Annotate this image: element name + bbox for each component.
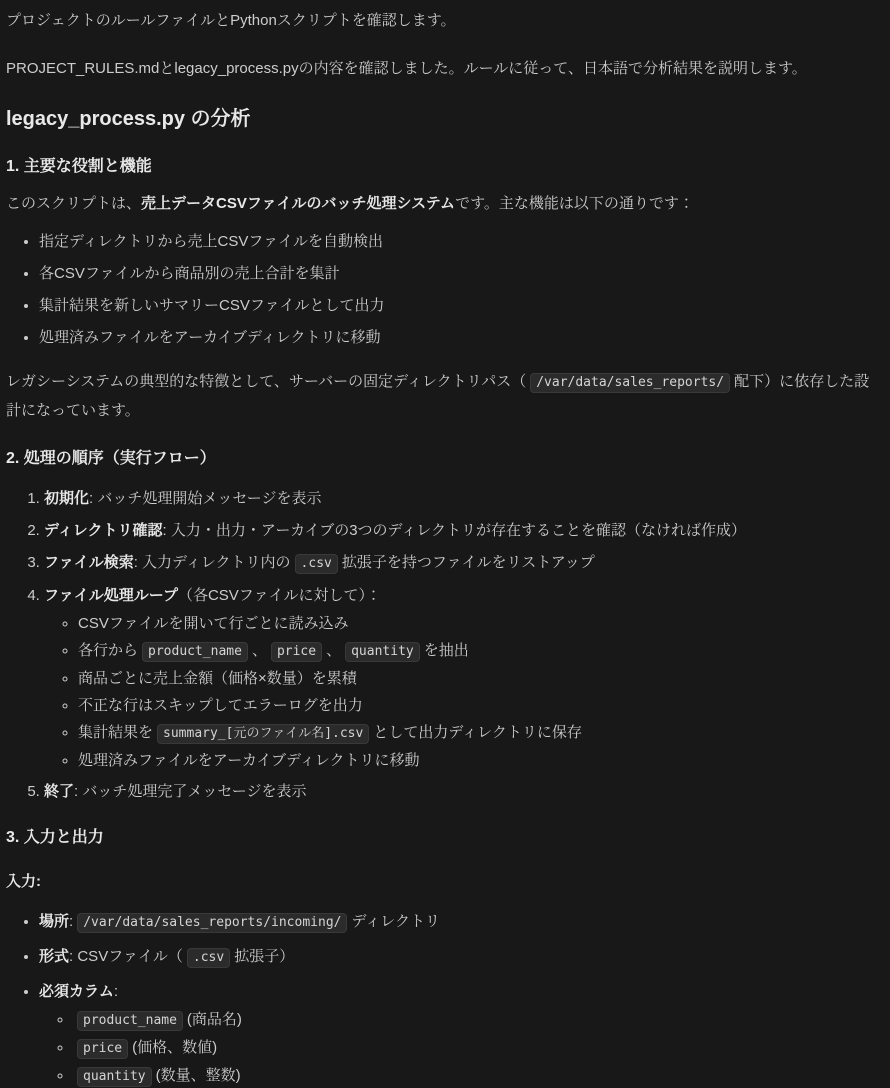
item-text: : [113, 983, 119, 1000]
sub-item [73, 1065, 874, 1088]
inline-code: price [271, 642, 322, 662]
inline-code: price [77, 1039, 128, 1059]
intro-paragraph-2: PROJECT_RULES.mdとlegacy_process.pyの内容を確認しました。ルールに従って、日本語で分析結果を説明します。 [6, 60, 807, 77]
list-item: • 処理済みファイルをアーカイブディレクトリに移動 [39, 326, 874, 350]
sub-item: ◦ CSVファイルを開いて行ごとに読み込み [78, 613, 874, 635]
list-item [39, 980, 874, 1088]
required-columns-sublist [39, 1009, 874, 1088]
step-item [44, 780, 874, 804]
bold-text: 必須カラム [39, 983, 114, 1000]
list-item [39, 910, 874, 935]
sub-text: 、 [326, 642, 342, 659]
list-item [39, 945, 874, 970]
item-text: ディレクトリ [351, 913, 440, 930]
feature-list [6, 230, 874, 350]
input-label [6, 870, 874, 894]
inline-code: quantity [345, 642, 420, 662]
sub-item [78, 640, 874, 663]
list-item: • 集計結果を新しいサマリーCSVファイルとして出力 [39, 294, 874, 318]
sub-item: ◦ 商品ごとに売上金額（価格×数量）を累積 [78, 668, 874, 690]
section-1-heading: 1. 主要な役割と機能 [6, 158, 152, 175]
section-1-closing [6, 368, 874, 425]
item-text: 拡張子） [234, 948, 295, 965]
inline-code: product_name [142, 642, 248, 662]
bold-text: 売上データCSVファイルのバッチ処理システム [141, 195, 456, 212]
inline-code: .csv [187, 948, 230, 968]
list-item: • 指定ディレクトリから売上CSVファイルを自動検出 [39, 230, 874, 254]
step-item [44, 551, 874, 576]
input-list [6, 910, 874, 1088]
bold-text: 場所 [39, 913, 70, 930]
closing-text: 配下）に依存した設計になっています。 [6, 373, 870, 419]
sub-item: ◦ 不正な行はスキップしてエラーログを出力 [78, 695, 874, 717]
bold-text: 終了 [44, 783, 75, 800]
sub-text: として出力ディレクトリに保存 [373, 724, 582, 741]
step-item [44, 519, 874, 543]
item-text: : CSVファイル（ [69, 948, 183, 965]
sub-text: (数量、整数) [155, 1067, 241, 1084]
bold-text: ディレクトリ確認 [44, 522, 163, 539]
inline-code: .csv [295, 554, 338, 574]
step-text: : バッチ処理開始メッセージを表示 [89, 490, 322, 507]
lead-text: です。主な機能は以下の通りです： [455, 195, 694, 212]
execution-flow-list [6, 487, 874, 804]
intro-paragraph-1: プロジェクトのルールファイルとPythonスクリプトを確認します。 [6, 12, 456, 29]
step-item [44, 487, 874, 511]
list-item: • 各CSVファイルから商品別の売上合計を集計 [39, 262, 874, 286]
sub-text: 集計結果を [78, 724, 154, 741]
bold-text: 入力: [6, 873, 41, 890]
section-2-heading: 2. 処理の順序（実行フロー） [6, 450, 216, 467]
step-text: : 入力ディレクトリ内の [133, 554, 291, 571]
item-text: : [69, 913, 74, 930]
inline-code: product_name [77, 1011, 183, 1031]
analysis-title: legacy_process.py の分析 [6, 108, 251, 130]
closing-text: レガシーシステムの典型的な特徴として、サーバーの固定ディレクトリパス（ [6, 373, 527, 390]
inline-code: summary_[元のファイル名].csv [157, 724, 369, 744]
sub-item [73, 1037, 874, 1060]
inline-code: quantity [77, 1067, 152, 1087]
bold-text: ファイル処理ループ [44, 587, 178, 604]
sub-text: (商品名) [186, 1011, 242, 1028]
step-item [44, 584, 874, 772]
sub-item [78, 722, 874, 745]
lead-text: このスクリプトは、 [6, 195, 142, 212]
sub-item: ◦ 処理済みファイルをアーカイブディレクトリに移動 [78, 750, 874, 772]
sub-text: 、 [251, 642, 267, 659]
step-text: 拡張子を持つファイルをリストアップ [341, 554, 595, 571]
bold-text: 初期化 [44, 490, 90, 507]
step-text: （各CSVファイルに対して）： [177, 587, 381, 604]
bold-text: ファイル検索 [44, 554, 134, 571]
inline-code: /var/data/sales_reports/incoming/ [77, 913, 347, 933]
step-text: : 入力・出力・アーカイブの3つのディレクトリが存在することを確認（なければ作成） [162, 522, 747, 539]
step-text: : バッチ処理完了メッセージを表示 [74, 783, 307, 800]
sub-item [73, 1009, 874, 1032]
inline-code: /var/data/sales_reports/ [530, 373, 730, 393]
sub-text: (価格、数値) [132, 1039, 218, 1056]
section-3-heading: 3. 入力と出力 [6, 829, 104, 846]
file-loop-sublist [44, 613, 874, 772]
sub-text: 各行から [78, 642, 139, 659]
bold-text: 形式 [39, 948, 70, 965]
section-1-lead [6, 192, 874, 216]
sub-text: を抽出 [423, 642, 469, 659]
